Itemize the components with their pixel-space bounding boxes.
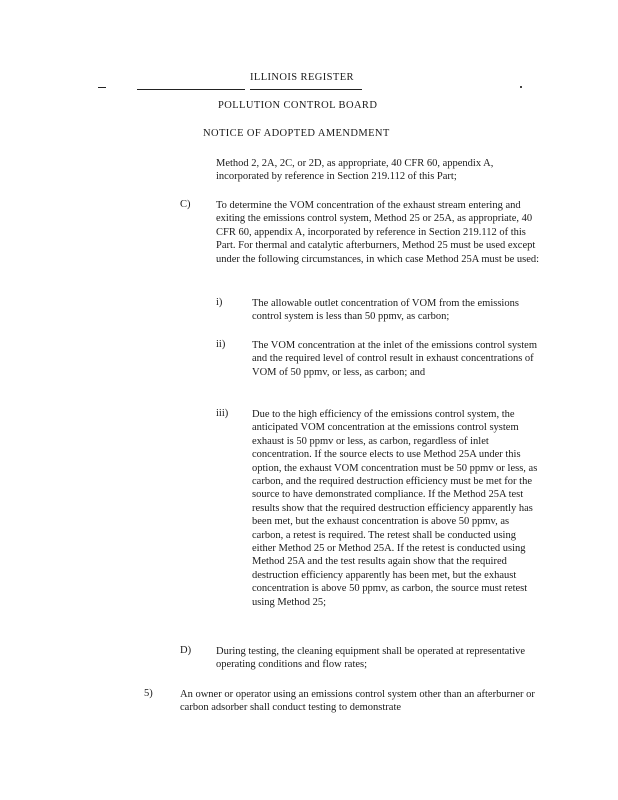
item-c-paragraph: To determine the VOM concentration of the exhaust stream entering and exiting the emissions control system, Method 25 or 25A, as appropriate, 40 CFR 60, appendix A, incorporated by reference in Section 219.112 of this Part. For thermal and catalytic afterburners, Method 25 must be used except under the following circumstances, in which case Method 25A must be used: xyxy=(216,200,540,265)
subitem-i-paragraph: The allowable outlet concentration of VOM from the emissions control system is less than 50 ppmv, as carbon; xyxy=(252,298,519,323)
continuation-paragraph: Method 2, 2A, 2C, or 2D, as appropriate, 40 CFR 60, appendix A, incorporated by reference in Section 219.112 of this Part; xyxy=(216,158,494,183)
item-5-marker: 5) xyxy=(144,688,153,699)
subitem-iii-marker: iii) xyxy=(216,408,229,419)
notice-title: NOTICE OF ADOPTED AMENDMENT xyxy=(203,128,390,139)
register-title: ILLINOIS REGISTER xyxy=(250,72,354,83)
header-rule-left xyxy=(137,89,245,90)
subitem-iii-paragraph: Due to the high efficiency of the emissions control system, the anticipated VOM concentration at the emissions control system exhaust is 50 ppmv or less, as carbon, regardless of inlet concentration. If the source elects to use Method 25A under this option, the exhaust VOM concentration must be 50 ppmv or less, as carbon, and the required destruction efficiency must be met for the source to have demonstrated compliance. If the Method 25A test results show that the required destruction efficiency apparently has been met, but the exhaust concentration is above 50 ppmv, as carbon, a retest is required. The retest shall be conducted using either Method 25 or Method 25A. If the retest is conducted using Method 25A and the test results again show that the required destruction efficiency apparently has been met, but the exhaust concentration is above 50 ppmv, as carbon, the source must retest using Method 25; xyxy=(252,409,538,608)
header-rule-right xyxy=(250,89,362,90)
header-dash xyxy=(98,87,106,88)
subitem-ii-paragraph: The VOM concentration at the inlet of the emissions control system and the required level of control result in exhaust concentrations of VOM of 50 ppmv, or less, as carbon; and xyxy=(252,340,537,378)
subitem-ii-marker: ii) xyxy=(216,339,226,350)
item-d-marker: D) xyxy=(180,645,192,656)
item-5-paragraph: An owner or operator using an emissions control system other than an afterburner or carbon adsorber shall conduct testing to demonstrate xyxy=(180,689,535,714)
header-tick xyxy=(520,86,522,88)
item-c-marker: C) xyxy=(180,199,191,210)
board-name: POLLUTION CONTROL BOARD xyxy=(218,100,378,111)
item-d-paragraph: During testing, the cleaning equipment shall be operated at representative operating conditions and flow rates; xyxy=(216,646,526,671)
subitem-i-marker: i) xyxy=(216,297,223,308)
